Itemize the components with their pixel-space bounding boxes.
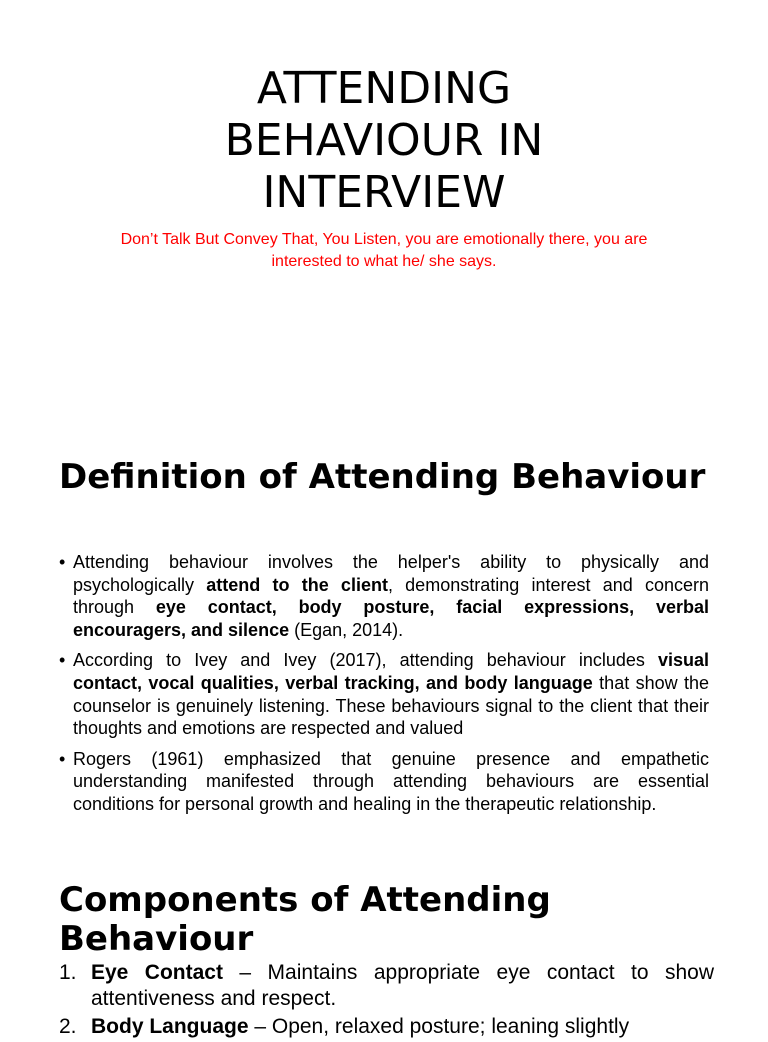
bullet-text: Rogers (1961) emphasized that genuine presence and empathetic understanding manifested through attending behaviours are essential conditions for personal growth and healing in the therapeutic relationship. (73, 748, 709, 814)
component-description: – Open, relaxed posture; leaning slightly (248, 1015, 630, 1038)
item-number: 2. (59, 1015, 77, 1038)
component-term: Eye Contact (91, 961, 223, 984)
list-item (59, 960, 714, 1012)
components-numbered-list (59, 960, 714, 1042)
bullet-text: , demonstrating interest and concern through (73, 574, 709, 618)
definition-bullet-list (59, 551, 709, 824)
component-term: Body Language (91, 1015, 249, 1038)
components-heading: Components of Attending Behaviour (59, 880, 551, 959)
bullet-text: (Egan, 2014). (289, 619, 404, 640)
bullet-text: Attending behaviour involves the helper's ability to physically and psychologically (73, 552, 709, 595)
item-number: 1. (59, 961, 77, 984)
bullet-text: that show the counselor is genuinely listening. These behaviours signal to the client that their thoughts and emotions are respected and valued (73, 672, 710, 739)
bullet-emphasis: eye contact, body posture, facial expressions, verbal encouragers, and silence (73, 597, 709, 640)
bullet-text: According to Ivey and Ivey (2017), attending behaviour includes (73, 650, 658, 671)
list-item (59, 1014, 714, 1040)
slide-title: ATTENDING BEHAVIOUR IN INTERVIEW (224, 63, 544, 218)
bullet-emphasis: visual contact, vocal qualities, verbal tracking, and body language (73, 650, 709, 693)
definition-heading: Definition of Attending Behaviour (59, 457, 706, 497)
list-item (59, 551, 709, 641)
list-item (59, 649, 709, 739)
bullet-emphasis: attend to the client (206, 574, 388, 595)
component-description: – Maintains appropriate eye contact to show attentiveness and respect. (91, 961, 714, 1010)
slide-subtitle: Don’t Talk But Convey That, You Listen, you are emotionally there, you are interested to what he/ she says. (120, 231, 648, 270)
list-item (59, 748, 709, 816)
